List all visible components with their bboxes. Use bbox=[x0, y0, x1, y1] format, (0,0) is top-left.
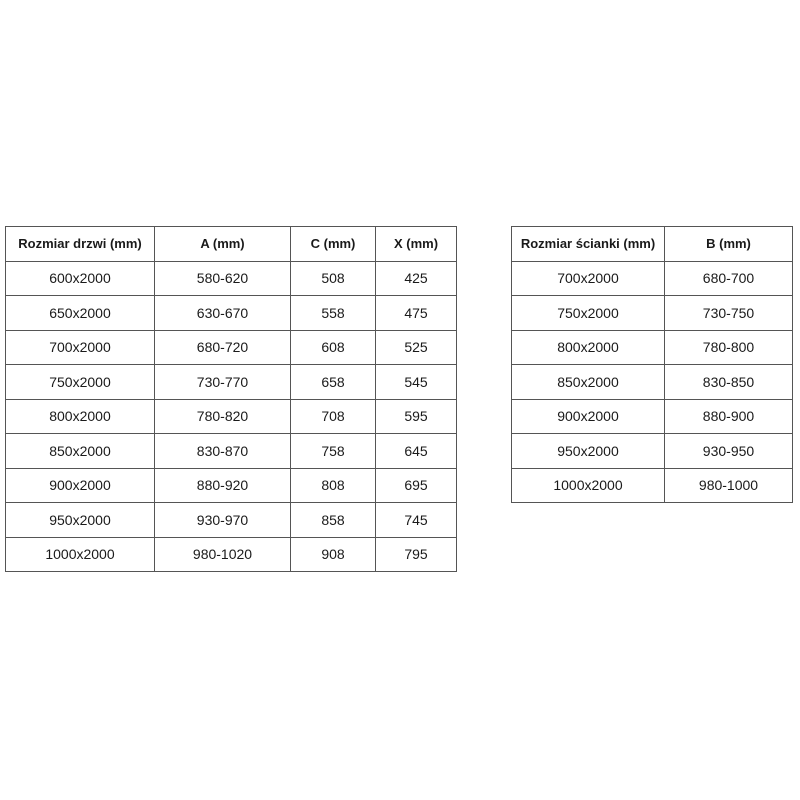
table-cell: 950x2000 bbox=[6, 503, 155, 538]
table-cell: 758 bbox=[291, 434, 376, 469]
door-sizes-table bbox=[5, 226, 457, 572]
table-row bbox=[6, 434, 457, 469]
table-cell: 780-820 bbox=[155, 399, 291, 434]
column-header: Rozmiar drzwi (mm) bbox=[6, 227, 155, 262]
table-cell: 950x2000 bbox=[512, 434, 665, 469]
table-cell: 800x2000 bbox=[6, 399, 155, 434]
table-row bbox=[6, 468, 457, 503]
table-cell: 750x2000 bbox=[6, 365, 155, 400]
table-cell: 475 bbox=[376, 296, 457, 331]
column-header: C (mm) bbox=[291, 227, 376, 262]
table-cell: 1000x2000 bbox=[512, 468, 665, 503]
column-header: Rozmiar ścianki (mm) bbox=[512, 227, 665, 262]
table-row bbox=[6, 261, 457, 296]
table-cell: 650x2000 bbox=[6, 296, 155, 331]
table-cell: 900x2000 bbox=[6, 468, 155, 503]
table-cell: 750x2000 bbox=[512, 296, 665, 331]
table-cell: 658 bbox=[291, 365, 376, 400]
table-cell: 580-620 bbox=[155, 261, 291, 296]
table-cell: 980-1020 bbox=[155, 537, 291, 572]
table-cell: 880-900 bbox=[665, 399, 793, 434]
table-row bbox=[6, 365, 457, 400]
table-row bbox=[512, 261, 793, 296]
table-cell: 630-670 bbox=[155, 296, 291, 331]
table-cell: 680-700 bbox=[665, 261, 793, 296]
table-cell: 908 bbox=[291, 537, 376, 572]
table-cell: 900x2000 bbox=[512, 399, 665, 434]
table-cell: 830-850 bbox=[665, 365, 793, 400]
table-cell: 600x2000 bbox=[6, 261, 155, 296]
table-cell: 745 bbox=[376, 503, 457, 538]
table-cell: 425 bbox=[376, 261, 457, 296]
table-row bbox=[6, 296, 457, 331]
table-cell: 858 bbox=[291, 503, 376, 538]
table-cell: 645 bbox=[376, 434, 457, 469]
table-cell: 695 bbox=[376, 468, 457, 503]
table-cell: 730-770 bbox=[155, 365, 291, 400]
table-row bbox=[512, 399, 793, 434]
table-cell: 980-1000 bbox=[665, 468, 793, 503]
table-cell: 558 bbox=[291, 296, 376, 331]
table-cell: 595 bbox=[376, 399, 457, 434]
table-cell: 525 bbox=[376, 330, 457, 365]
table-cell: 808 bbox=[291, 468, 376, 503]
table-row bbox=[6, 537, 457, 572]
table-cell: 880-920 bbox=[155, 468, 291, 503]
table-cell: 608 bbox=[291, 330, 376, 365]
table-cell: 545 bbox=[376, 365, 457, 400]
table-row bbox=[6, 399, 457, 434]
table-row bbox=[512, 365, 793, 400]
table-cell: 850x2000 bbox=[6, 434, 155, 469]
table-row bbox=[512, 434, 793, 469]
table-cell: 700x2000 bbox=[512, 261, 665, 296]
column-header: X (mm) bbox=[376, 227, 457, 262]
table-row bbox=[512, 296, 793, 331]
wall-sizes-table bbox=[511, 226, 793, 503]
table-row bbox=[6, 330, 457, 365]
table-row bbox=[6, 503, 457, 538]
table-cell: 795 bbox=[376, 537, 457, 572]
door-sizes-header-row bbox=[6, 227, 457, 262]
table-row bbox=[512, 330, 793, 365]
wall-sizes-header-row bbox=[512, 227, 793, 262]
table-row bbox=[512, 468, 793, 503]
table-cell: 930-950 bbox=[665, 434, 793, 469]
table-cell: 730-750 bbox=[665, 296, 793, 331]
table-cell: 830-870 bbox=[155, 434, 291, 469]
table-cell: 930-970 bbox=[155, 503, 291, 538]
column-header: B (mm) bbox=[665, 227, 793, 262]
table-cell: 708 bbox=[291, 399, 376, 434]
table-cell: 850x2000 bbox=[512, 365, 665, 400]
table-cell: 780-800 bbox=[665, 330, 793, 365]
table-cell: 508 bbox=[291, 261, 376, 296]
table-cell: 700x2000 bbox=[6, 330, 155, 365]
table-cell: 800x2000 bbox=[512, 330, 665, 365]
table-cell: 680-720 bbox=[155, 330, 291, 365]
column-header: A (mm) bbox=[155, 227, 291, 262]
table-cell: 1000x2000 bbox=[6, 537, 155, 572]
